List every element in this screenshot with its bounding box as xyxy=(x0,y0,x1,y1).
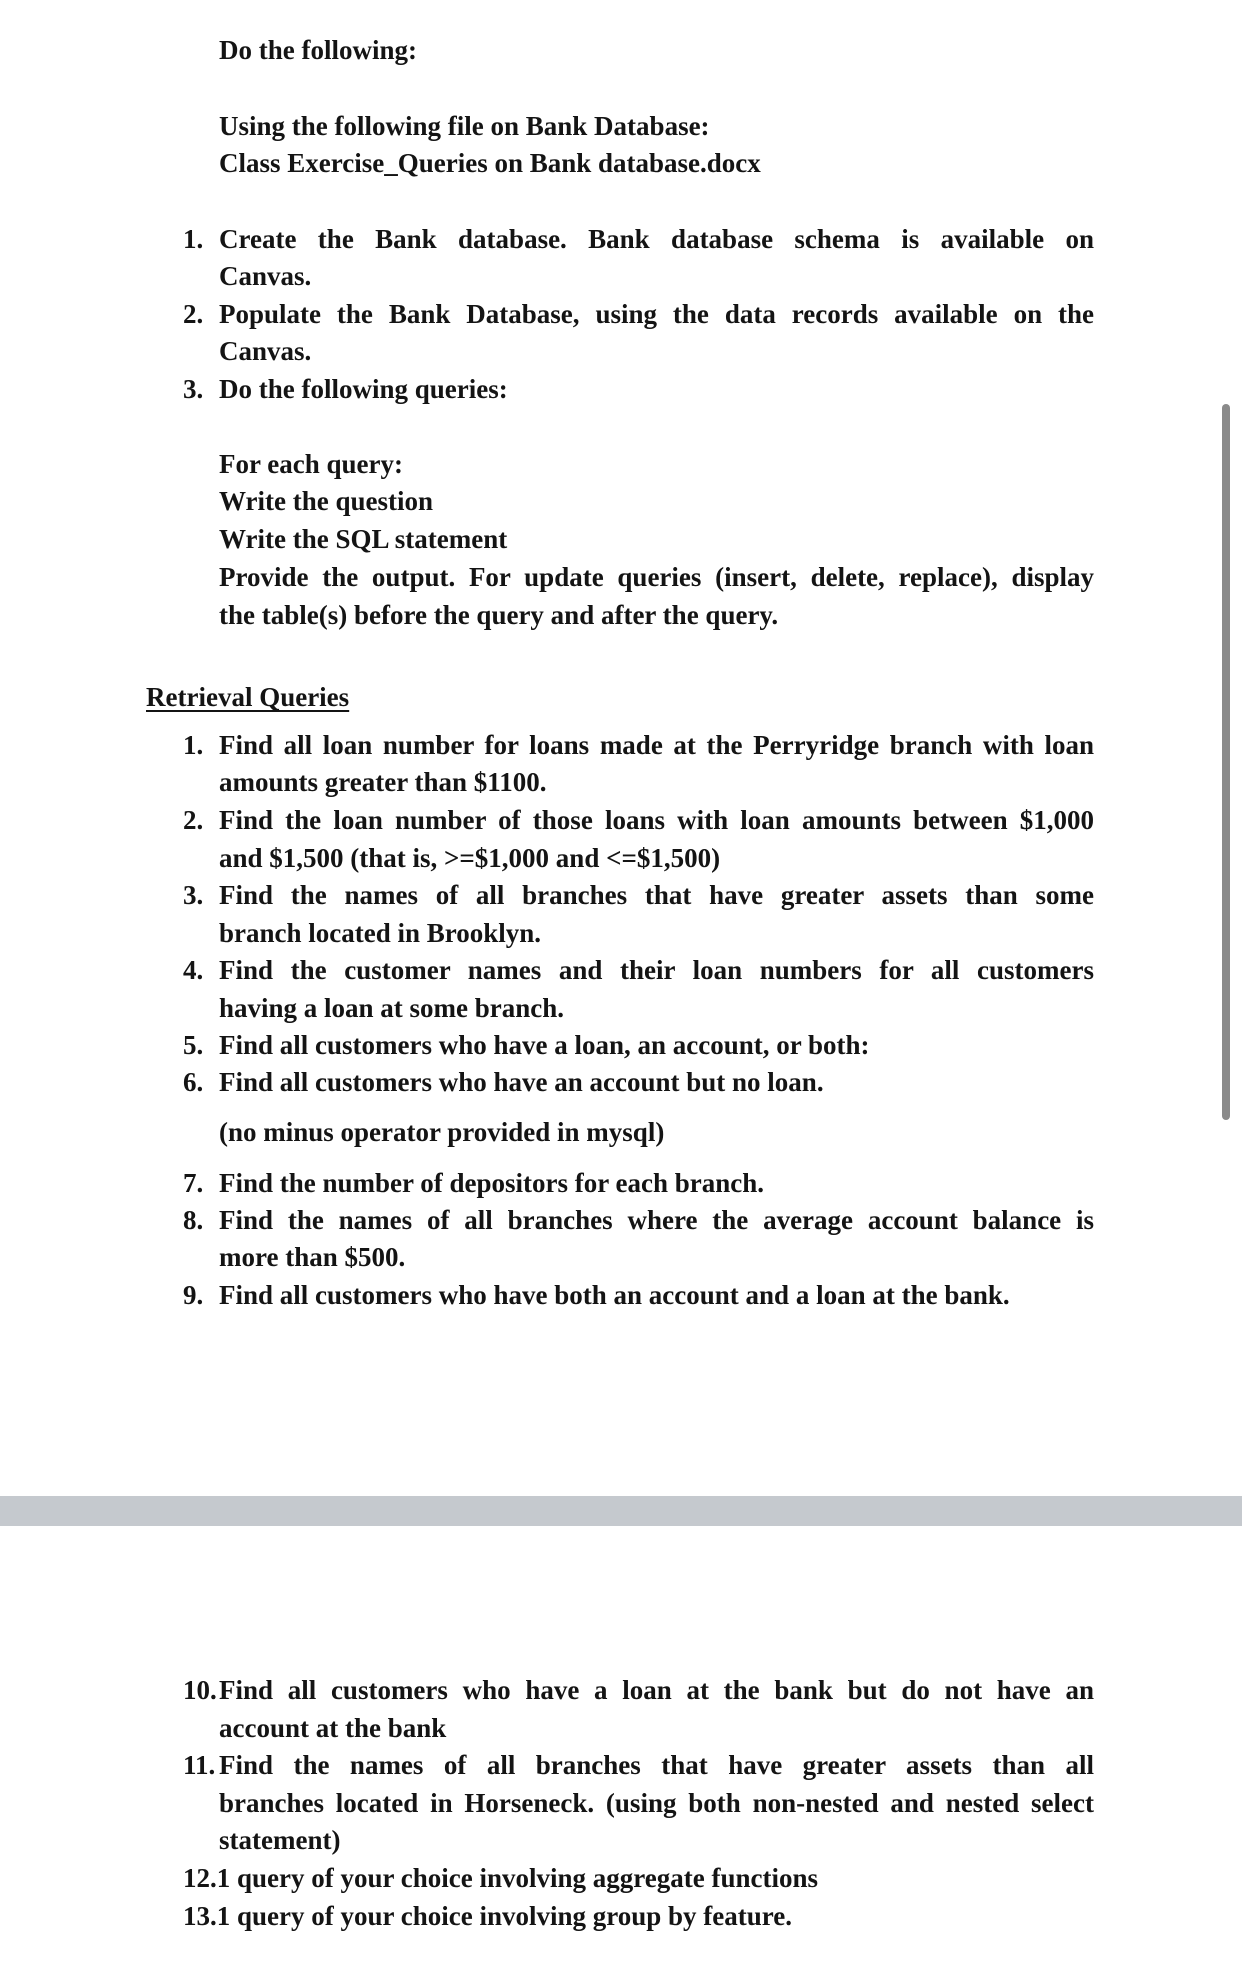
instruction-line: Write the question xyxy=(219,486,433,516)
task-text: Canvas. xyxy=(219,336,312,366)
instruction-line: Write the SQL statement xyxy=(219,524,508,554)
query-text: branch located in Brooklyn. xyxy=(219,918,542,948)
query-number: 8. xyxy=(183,1205,204,1235)
query-text: having a loan at some branch. xyxy=(219,993,565,1023)
query-number: 9. xyxy=(183,1280,204,1310)
intro-heading: Do the following: xyxy=(219,35,417,65)
query-text: Find the customer names and their loan numbers for all customers xyxy=(219,955,1094,985)
query-note: (no minus operator provided in mysql) xyxy=(219,1117,665,1147)
file-line-1: Using the following file on Bank Database: xyxy=(219,111,710,141)
query-number: 5. xyxy=(183,1030,204,1060)
query-text: Find all customers who have a loan, an account, or both: xyxy=(219,1030,870,1060)
document-page-2 xyxy=(0,1526,1242,1977)
query-text: statement) xyxy=(219,1825,341,1855)
query-text: 13.1 query of your choice involving group by feature. xyxy=(183,1901,793,1931)
query-number: 7. xyxy=(183,1168,204,1198)
query-text: Find the loan number of those loans with loan amounts between $1,000 xyxy=(219,805,1094,835)
task-text: Canvas. xyxy=(219,261,312,291)
page-break xyxy=(0,1496,1242,1526)
query-text: and $1,500 (that is, >=$1,000 and <=$1,500) xyxy=(219,843,721,873)
instruction-line: For each query: xyxy=(219,449,403,479)
task-text: Do the following queries: xyxy=(219,374,508,404)
query-number: 1. xyxy=(183,730,204,760)
vertical-scrollbar[interactable] xyxy=(1222,404,1230,1120)
query-text: Find the number of depositors for each branch. xyxy=(219,1168,765,1198)
query-text: Find all customers who have a loan at the bank but do not have an xyxy=(219,1675,1094,1705)
query-text: more than $500. xyxy=(219,1242,406,1272)
instruction-line: the table(s) before the query and after the query. xyxy=(219,600,779,630)
query-text: Find the names of all branches that have greater assets than all xyxy=(219,1750,1094,1780)
query-text: Find all loan number for loans made at the Perryridge branch with loan xyxy=(219,730,1094,760)
query-number: 10. xyxy=(183,1675,217,1705)
query-text: branches located in Horseneck. (using both non-nested and nested select xyxy=(219,1788,1094,1818)
query-text: Find all customers who have an account but no loan. xyxy=(219,1067,824,1097)
query-number: 4. xyxy=(183,955,204,985)
query-text: amounts greater than $1100. xyxy=(219,767,547,797)
task-number: 3. xyxy=(183,374,204,404)
query-number: 11. xyxy=(183,1750,216,1780)
query-text: Find all customers who have both an account and a loan at the bank. xyxy=(219,1280,1010,1310)
query-number: 2. xyxy=(183,805,204,835)
file-line-2: Class Exercise_Queries on Bank database.docx xyxy=(219,148,761,178)
query-text: Find the names of all branches where the average account balance is xyxy=(219,1205,1094,1235)
query-number: 3. xyxy=(183,880,204,910)
task-text: Populate the Bank Database, using the data records available on the xyxy=(219,299,1094,329)
query-text: Find the names of all branches that have greater assets than some xyxy=(219,880,1094,910)
query-text: 12.1 query of your choice involving aggregate functions xyxy=(183,1863,818,1893)
query-text: account at the bank xyxy=(219,1713,447,1743)
query-number: 6. xyxy=(183,1067,204,1097)
instruction-line: Provide the output. For update queries (insert, delete, replace), display xyxy=(219,562,1094,592)
task-text: Create the Bank database. Bank database schema is available on xyxy=(219,224,1094,254)
task-number: 2. xyxy=(183,299,204,329)
task-number: 1. xyxy=(183,224,204,254)
retrieval-queries-heading: Retrieval Queries xyxy=(146,682,350,712)
